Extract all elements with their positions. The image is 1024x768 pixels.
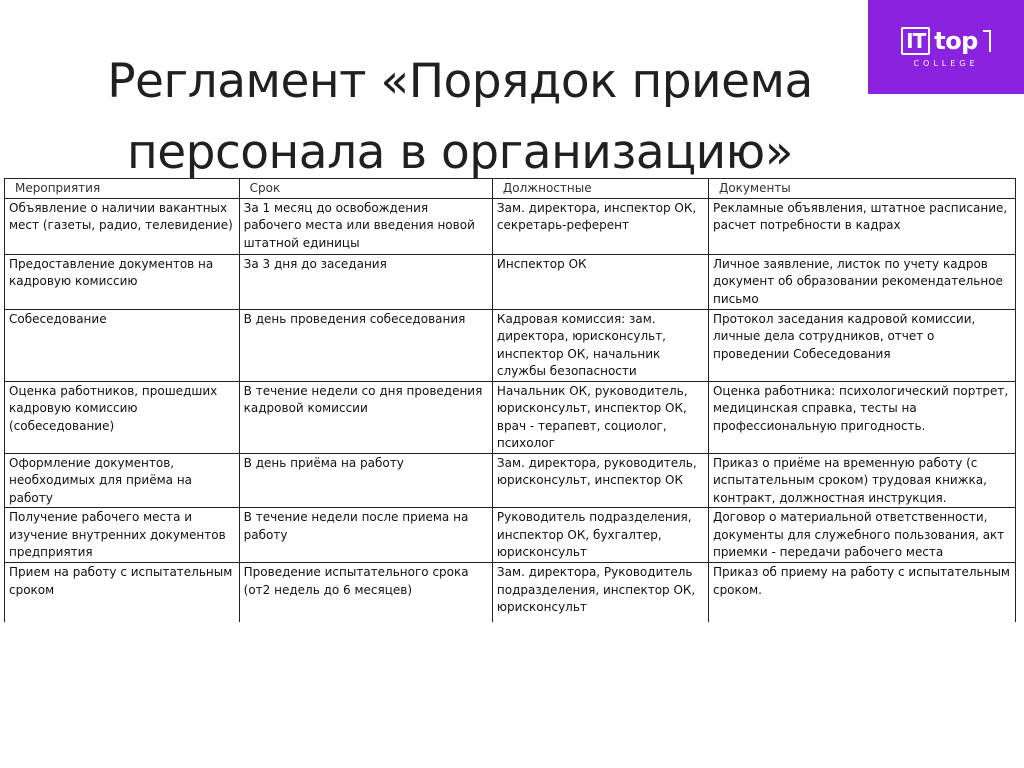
header-documents: Документы — [708, 179, 1015, 199]
table-row — [5, 381, 1016, 453]
cell-responsible: Зам. директора, руководитель, юрисконсульт, инспектор ОК — [492, 453, 708, 508]
cell-activity: Оформление документов, необходимых для приёма на работу — [5, 453, 240, 508]
cell-documents: Приказ об приему на работу с испытательным сроком. — [708, 563, 1015, 623]
cell-deadline: В день приёма на работу — [239, 453, 492, 508]
cell-activity: Объявление о наличии вакантных мест (газеты, радио, телевидение) — [5, 198, 240, 254]
table-row — [5, 563, 1016, 623]
cell-deadline: В течение недели после приема на работу — [239, 508, 492, 563]
header-responsible: Должностные — [492, 179, 708, 199]
cell-documents: Протокол заседания кадровой комиссии, личные дела сотрудников, отчет о проведении Собеседования — [708, 309, 1015, 381]
logo-mark — [901, 27, 991, 55]
cell-responsible: Руководитель подразделения, инспектор ОК, бухгалтер, юрисконсульт — [492, 508, 708, 563]
cell-documents: Приказ о приёме на временную работу (с испытательным сроком) трудовая книжка, контракт, должностная инструкция. — [708, 453, 1015, 508]
cell-documents: Договор о материальной ответственности, документы для служебного пользования, акт приемки - передачи рабочего места — [708, 508, 1015, 563]
table-row — [5, 508, 1016, 563]
table-row — [5, 309, 1016, 381]
cell-responsible: Начальник ОК, руководитель, юрисконсульт, инспектор ОК, врач - терапевт, социолог, психолог — [492, 381, 708, 453]
table-row — [5, 254, 1016, 309]
title-line-2: персонала в организацию» — [126, 125, 794, 180]
logo-college-text: COLLEGE — [913, 58, 979, 68]
cell-responsible: Зам. директора, Руководитель подразделения, инспектор ОК, юрисконсульт — [492, 563, 708, 623]
regulation-table — [4, 178, 1016, 622]
cell-deadline: За 1 месяц до освобождения рабочего места или введения новой штатной единицы — [239, 198, 492, 254]
slide-title — [60, 46, 860, 188]
table-header-row — [5, 179, 1016, 199]
it-top-college-logo — [868, 0, 1024, 94]
cell-documents: Рекламные объявления, штатное расписание, расчет потребности в кадрах — [708, 198, 1015, 254]
table-row — [5, 198, 1016, 254]
cell-activity: Получение рабочего места и изучение внутренних документов предприятия — [5, 508, 240, 563]
logo-bracket-icon — [983, 30, 991, 52]
cell-deadline: За 3 дня до заседания — [239, 254, 492, 309]
cell-responsible: Инспектор ОК — [492, 254, 708, 309]
cell-deadline: В день проведения собеседования — [239, 309, 492, 381]
cell-documents: Оценка работника: психологический портрет, медицинская справка, тесты на профессиональную пригодность. — [708, 381, 1015, 453]
cell-responsible: Зам. директора, инспектор ОК, секретарь-референт — [492, 198, 708, 254]
cell-deadline: В течение недели со дня проведения кадровой комиссии — [239, 381, 492, 453]
title-line-1: Регламент «Порядок приема — [107, 54, 813, 109]
cell-activity: Предоставление документов на кадровую комиссию — [5, 254, 240, 309]
header-deadline: Срок — [239, 179, 492, 199]
table-row — [5, 453, 1016, 508]
cell-activity: Собеседование — [5, 309, 240, 381]
cell-responsible: Кадровая комиссия: зам. директора, юрисконсульт, инспектор ОК, начальник службы безопасности — [492, 309, 708, 381]
logo-it-text: IT — [901, 27, 930, 55]
cell-documents: Личное заявление, листок по учету кадров документ об образовании рекомендательное письмо — [708, 254, 1015, 309]
header-activities: Мероприятия — [5, 179, 240, 199]
logo-top-text: top — [934, 26, 978, 55]
cell-activity: Оценка работников, прошедших кадровую комиссию (собеседование) — [5, 381, 240, 453]
cell-deadline: Проведение испытательного срока (от2 недель до 6 месяцев) — [239, 563, 492, 623]
regulation-table-container — [4, 178, 1016, 622]
cell-activity: Прием на работу с испытательным сроком — [5, 563, 240, 623]
